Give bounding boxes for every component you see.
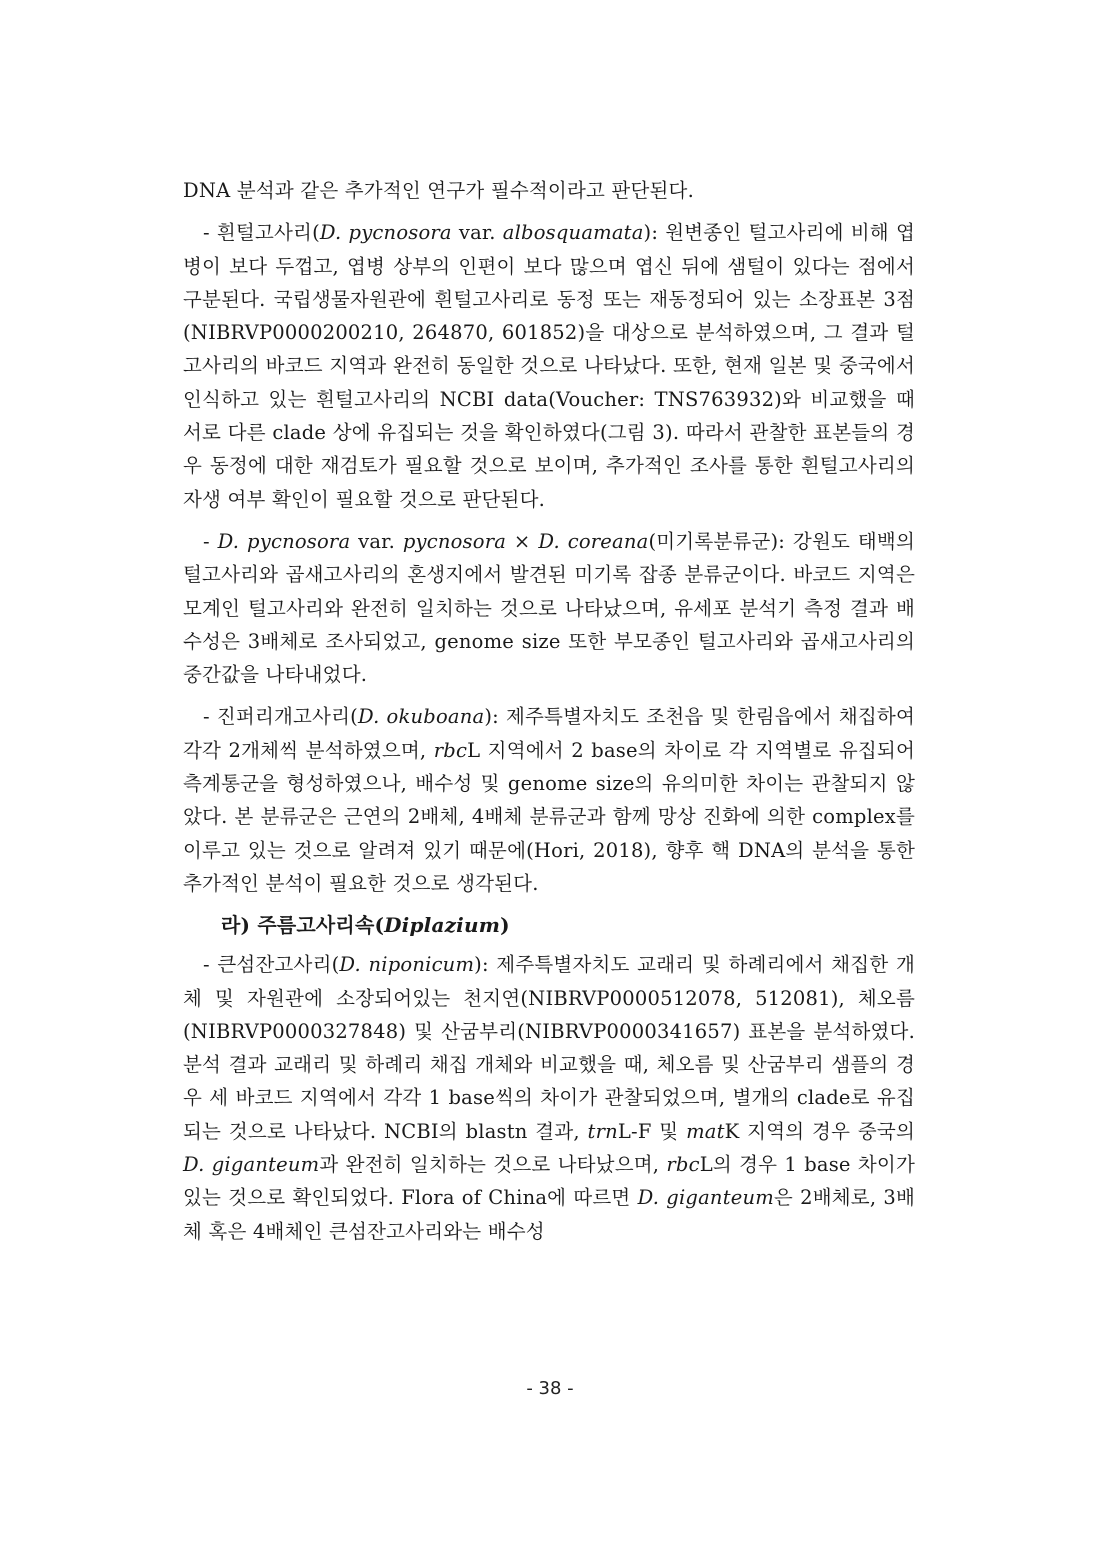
text-run: var. <box>451 221 503 245</box>
paragraph-okuboana <box>183 700 915 900</box>
body-text <box>183 174 915 1257</box>
italic-term: D. niponicum <box>339 953 475 977</box>
italic-term: D. giganteum <box>183 1153 320 1177</box>
text-run: (미기록분류군): 강원도 태백의 털고사리와 곱새고사리의 혼생지에서 발견된 미기록 잡종 분류군이다. 바코드 지역은 모계인 털고사리와 완전히 일치하는 것으로 나타났으며, 유세포 분석기 측정 결과 배수성은 3배체로 조사되었고, genome size 또한 부모종인 털고사리와 곱새고사리의 중간값을 나타내었다. <box>183 529 916 687</box>
heading-genus: Diplazium <box>384 913 501 938</box>
text-run: var. <box>350 529 403 553</box>
italic-term: trn <box>587 1119 618 1143</box>
italic-term: mat <box>686 1119 725 1143</box>
text-run: DNA 분석과 같은 추가적인 연구가 필수적이라고 판단된다. <box>183 179 694 202</box>
page-number: - 38 - <box>526 1378 574 1399</box>
paragraph-niponicum <box>183 948 915 1248</box>
text-run: - 큰섬잔고사리( <box>203 953 340 977</box>
text-run: L 지역에서 2 base의 차이로 각 지역별로 유집되어 측계통군을 형성하였으나, 배수성 및 genome size의 유의미한 차이는 관찰되지 않았다. 본 분류군은 근연의 2배체, 4배체 분류군과 함께 망상 진화에 의한 complex를 이루고 있는 것으로 알려져 있기 때문에(Hori, 2018), 향후 핵 DNA의 분석을 통한 추가적인 분석이 필요한 것으로 생각된다. <box>183 738 915 895</box>
text-run: ): 제주특별자치도 교래리 및 하례리에서 채집한 개체 및 자원관에 소장되어있는 천지연(NIBRVP0000512078, 512081), 체오름(NIBRVP0000327848) 및 산굼부리(NIBRVP0000341657) 표본을 분석하였다. 분석 결과 교래리 및 하례리 채집 개체와 비교했을 때, 체오름 및 산굼부리 샘플의 경우 세 바코드 지역에서 각각 1 base씩의 차이가 관찰되었으며, 별개의 clade로 유집되는 것으로 나타났다. NCBI의 blastn 결과, <box>183 953 915 1143</box>
text-run: × <box>506 529 539 553</box>
text-run: K 지역의 경우 중국의 <box>724 1119 915 1143</box>
italic-term: D. giganteum <box>637 1186 774 1210</box>
text-run: L-F 및 <box>617 1119 687 1143</box>
italic-term: rbc <box>666 1153 700 1177</box>
paragraph-continuation <box>183 174 915 207</box>
heading-suffix: ) <box>500 913 510 938</box>
paragraph-hybrid <box>183 525 915 691</box>
text-run: - 흰털고사리( <box>203 221 320 245</box>
italic-term: rbc <box>433 738 468 762</box>
text-run: ): 원변종인 털고사리에 비해 엽병이 보다 두껍고, 엽병 상부의 인편이 보다 많으며 엽신 뒤에 샘털이 있다는 점에서 구분된다. 국립생물자원관에 흰털고사리로 동정 또는 재동정되어 있는 소장표본 3점(NIBRVP0000200210, 264870, 601852)을 대상으로 분석하였으며, 그 결과 털고사리의 바코드 지역과 완전히 동일한 것으로 나타났다. 또한, 현재 일본 및 중국에서 인식하고 있는 흰털고사리의 NCBI data(Voucher: TNS763932)와 비교했을 때 서로 다른 clade 상에 유집되는 것을 확인하였다(그림 3). 따라서 관찰한 표본들의 경우 동정에 대한 재검토가 필요할 것으로 보이며, 추가적인 조사를 통한 흰털고사리의 자생 여부 확인이 필요할 것으로 판단된다. <box>183 221 915 511</box>
text-run: 은 2배체로, 3배체 혹은 4배체인 큰섬잔고사리와는 배수성 <box>183 1186 915 1243</box>
text-run: ): 제주특별자치도 조천읍 및 한림읍에서 채집하여 각각 2개체씩 분석하였으며, <box>183 705 916 762</box>
italic-term: albosquamata <box>502 221 644 245</box>
paragraph-albosquamata <box>183 216 915 516</box>
section-heading <box>183 909 915 942</box>
italic-term: D. coreana <box>538 529 649 553</box>
italic-term: D. pycnosora <box>217 529 351 553</box>
text-run: - 진퍼리개고사리( <box>203 705 358 729</box>
italic-term: D. pycnosora <box>319 221 452 245</box>
text-run: L의 경우 1 base 차이가 있는 것으로 확인되었다. Flora of China에 따르면 <box>183 1153 915 1210</box>
italic-term: pycnosora <box>402 529 507 553</box>
italic-term: D. okuboana <box>357 705 485 729</box>
heading-prefix: 라) 주름고사리속( <box>221 913 385 938</box>
text-run: 과 완전히 일치하는 것으로 나타났으며, <box>319 1153 667 1177</box>
text-run: - <box>203 529 218 553</box>
